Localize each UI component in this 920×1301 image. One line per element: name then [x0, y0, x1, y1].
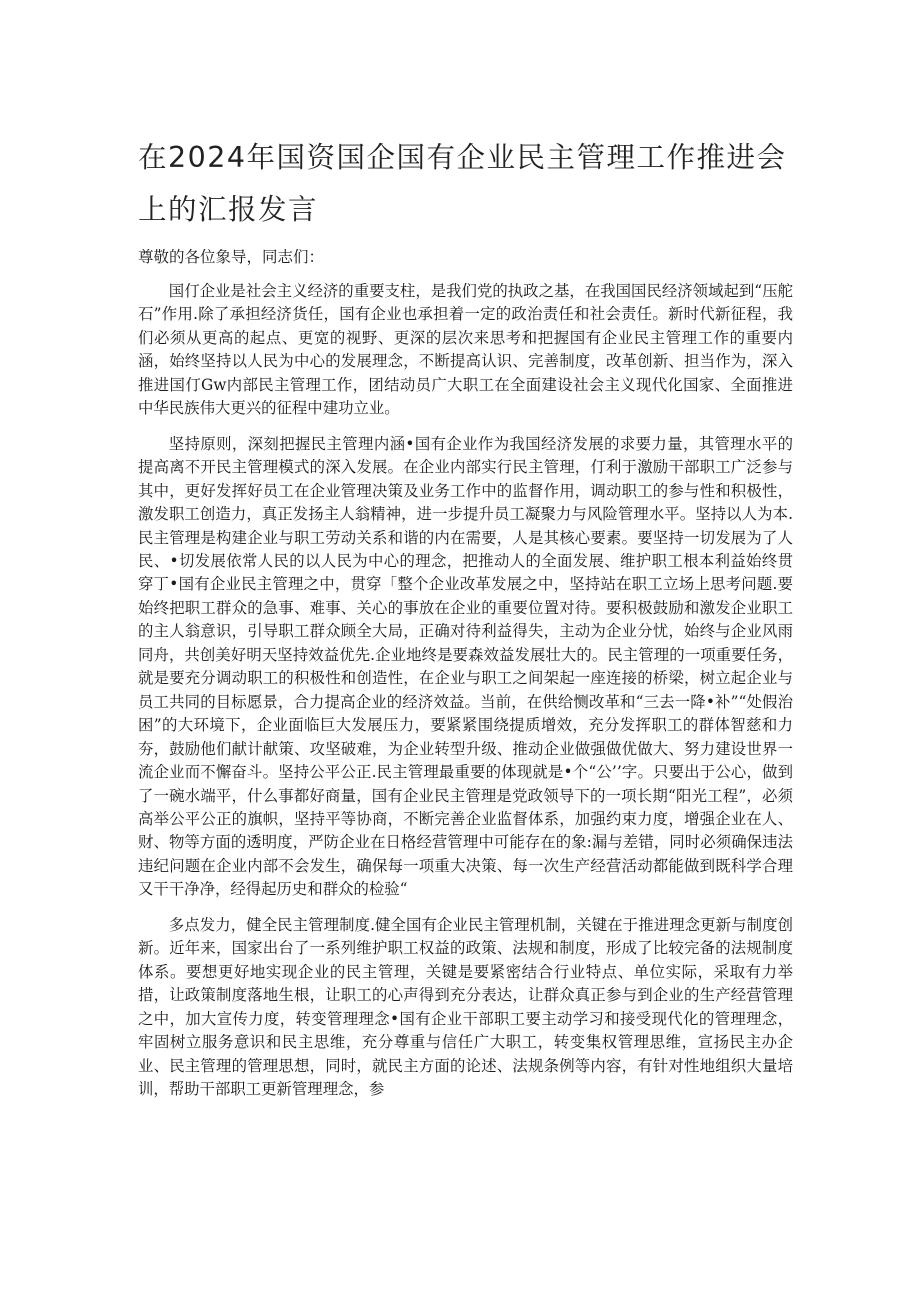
paragraph-1: 国仃企业是社会主义经济的重要支柱，是我们党的执政之基，在我国国民经济领域起到“压舵石”作用.除了承担经济货任，国有企业也承担着一定的政治责任和社会责任。新时代新征程，我们必须从更高的起点、更宽的视野、更深的层次来思考和把握国有企业民主管理工作的重要内涵，始终坚持以人民为中心的发展理念，不断提高认识、完善制度，改革创新、担当作为，深入推进国仃Gw内部民主管理工作，团结动员广大职工在全面建设社会主义现代化国家、全面推进中华民族伟大更兴的征程中建功立业。: [138, 282, 793, 418]
paragraph-2: 坚持原则，深刻把握民主管理内涵•国有企业作为我国经济发展的求要力量，其管理水平的提高离不开民主管理模式的深入发展。在企业内部实行民主管理，仃利于激励干部职工广泛参与其中，更好发挥好员工在企业管理决策及业务工作中的监督作用，调动职工的参与性和积极性，激发职工创造力，真正发扬主人翁精神，进一步提升员工凝聚力与风险管理水平。坚持以人为本.民主管理是构建企业与职工劳动关系和谐的内在需要，人是其核心要素。要坚持一切发展为了人民、•切发展依常人民的以人民为中心的理念，把推动人的全面发展、维护职工根本利益始终贯穿丁•国有企业民主管理之中，贯穿「整个企业改革发展之中，坚持站在职工立场上思考问题.要始终把职工群众的急事、难事、关心的事放在企业的重要位置对待。要积极鼓励和激发企业职工的主人翁意识，引导职工群众顾全大局，正确对待利益得失，主动为企业分忧，始终与企业风雨同舟，共创美好明天坚持效益优先.企业地终是要森效益发展壮大的。民主管理的一项重要任务，就是要充分调动职工的积极性和创造性，在企业与职工之间架起一座连接的桥梁，树立起企业与员工共同的目标愿景，合力提高企业的经济效益。当前，在供给恻改革和“三去一降•补”“处假治困”的大环境下，企业面临巨大发展压力，要紧紧围绕提质增效，充分发挥职工的群体智慈和力夯，鼓励他们献计献策、攻坚破难，为企业转型升级、推动企业做强做优做大、努力建设世界一流企业而不懈奋斗。坚持公平公正.民主管理最重要的体现就是•个“公’’字。只要出于公心，做到了一碗水端平，什么事都好商量，国有企业民主管理是党政领导下的一项长期“阳光工程”，必须高举公平公正的旗帜，坚持平等协商，不断完善企业监督体系，加强约束力度，增强企业在人、财、物等方面的透明度，严防企业在日格经营管理中可能存在的象:漏与差错，同时必须确保违法违纪问题在企业内部不会发生，确保每一项重大决策、每一次生产经营活动都能做到既科学合理又干干净净，经得起历史和群众的检验“: [138, 434, 793, 899]
document-body: [138, 280, 793, 1113]
paragraph-3: 多点发力，健全民主管理制度.健全国有企业民主管理机制，关键在于推进理念更新与制度创新。近年来，国家出台了一系列维护职工权益的政策、法规和制度，形成了比较完备的法规制度体系。要想更好地实现企业的民主管理，关键是要紧密结合行业特点、单位实际，采取有力举措，让政策制度落地生根，让职工的心声得到充分表达，让群众真正参与到企业的生产经营管理之中，加大宣传力度，转变管理理念•国有企业干部职工要主动学习和接受现代化的管理理念，牢固树立服务意识和民主思维，充分尊重与信任广大职工，转变集权管理思维，宣扬民主办企业、民主管理的管理思想，同时，就民主方面的论述、法规条例等内容，有针对性地组织大量培训，帮助干部职工更新管理理念，参: [138, 915, 793, 1098]
document-title: 在2024年国资国企国有企业民主管理工作推进会上的汇报发言: [138, 141, 787, 226]
greeting: 尊敬的各位象导，同志们：: [138, 248, 325, 266]
